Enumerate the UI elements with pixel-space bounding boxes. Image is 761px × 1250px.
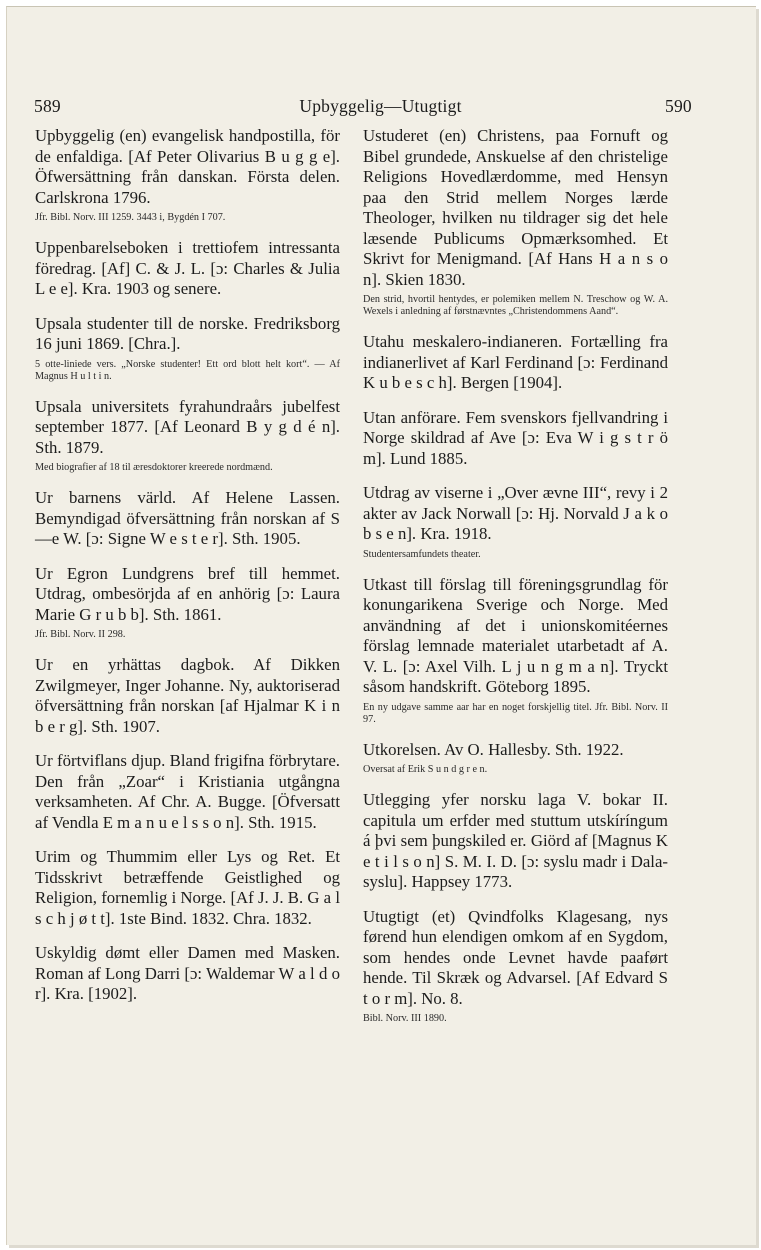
running-title: Upbyggelig—Utugtigt [299,96,462,116]
entry-text: Upsala studenter till de norske. Fredriksborg 16 juni 1869. [Chra.]. [35,313,340,353]
entry-urim-og-thummim [35,847,340,929]
entry-utkast-till-forslag [363,575,668,726]
entry-upbyggelig [35,126,340,224]
entry-text: Ustuderet (en) Christens, paa Fornuft og Bibel grundede, Anskuelse af den christelige Religions Hovedlærdomme, med Hensyn paa den Strid mellem Norges lærde Theologer, hvilken nu tildrager sig det hele læsende Publicums Opmærksomhed. Et Skrivt for Menigmand. [Af Hans H a n s o n]. Skien 1830. [363,126,668,289]
page-number-left: 589 [34,96,61,116]
entry-text: Upsala universitets fyrahundraårs jubelfest september 1877. [Af Leonard B y g d é n]. Sth. 1879. [35,396,340,457]
entry-text: Utlegging yfer norsku laga V. bokar II. capitula um erfder med stuttum utskíríngum á þvi sem þungskiled er. Giörd af [Magnus K e t i l s o n] S. M. I. D. [ɔ: syslu madr i Dala-syslu]. Happsey 1773. [363,790,668,891]
entry-note: En ny udgave samme aar har en noget forskjellig titel. Jfr. Bibl. Norv. II 97. [363,701,668,725]
entry-text: Utahu meskalero-indianeren. Fortælling fra indianerlivet af Karl Ferdinand [ɔ: Ferdinand K u b e s c h]. Bergen [1904]. [363,332,668,392]
entry-ur-barnens-varld [35,488,340,550]
entry-uskyldig-domt [35,943,340,1005]
entry-text: Utkast till förslag till föreningsgrundlag för konungarikena Sverige och Norge. Med användning af det i unionskomitéernes förslag lemnade materialet utarbetadt af A. V. L. [ɔ: Axel Vilh. L j u n g m a n]. Tryckt såsom handskrift. Göteborg 1895. [363,574,668,696]
entry-ur-en-yrhattas-dagbok [35,655,340,737]
entry-utlegging [363,790,668,893]
entry-text: Urim og Thummim eller Lys og Ret. Et Tidsskrivt betræffende Geistlighed og Religion, fornemlig i Norge. [Af J. J. B. G a l s c h j ø t t]. 1ste Bind. 1832. Chra. 1832. [35,847,340,928]
page-number-right: 590 [665,96,692,116]
entry-note: Jfr. Bibl. Norv. III 1259. 3443 i, Bygdén I 707. [35,212,226,223]
entry-text: Ur förtviflans djup. Bland frigifna förbrytare. Den från „Zoar“ i Kristiania utgångna verksamheten. Af Chr. A. Bugge. [Öfversatt af Vendla E m a n u e l s s o n]. Sth. 1915. [35,751,340,832]
entry-text: Uppenbarelseboken i trettiofem intressanta föredrag. [Af] C. & J. L. [ɔ: Charles & Julia L e e]. Kra. 1903 og senere. [35,238,340,298]
entry-text: Utan anförare. Fem svenskors fjellvandring i Norge skildrad af Ave [ɔ: Eva W i g s t r ö m]. Lund 1885. [363,407,668,468]
entry-utdrag-av-viserne [363,483,668,561]
entry-note: Med biografier af 18 til æresdoktorer kreerede nordmænd. [35,462,273,473]
entry-note: 5 otte-liniede vers. „Norske studenter! Ett ord blott helt kort“. — Af Magnus H u l t i n. [35,358,340,382]
right-column [363,126,668,1039]
entry-note: Jfr. Bibl. Norv. II 298. [35,629,126,640]
entry-text: Ur barnens värld. Af Helene Lassen. Bemyndigad öfversättning från norskan af S—e W. [ɔ: Signe W e s t e r]. Sth. 1905. [35,488,340,548]
entry-note: Oversat af Erik S u n d g r e n. [363,764,488,775]
entry-utugtigt [363,907,668,1026]
entry-note: Den strid, hvortil hentydes, er polemiken mellem N. Treschow og W. A. Wexels i anledning af førstnævntes „Christendommens Aand“. [363,294,668,317]
entry-text: Utugtigt (et) Qvindfolks Klagesang, nys førend hun elendigen omkom af en Sygdom, som hendes onde Levnet havde paaført hende. Til Skræk og Advarsel. [Af Edvard S t o r m]. No. 8. [363,906,668,1008]
entry-text: Ur en yrhättas dagbok. Af Dikken Zwilgmeyer, Inger Johanne. Ny, auktoriserad öfversättning från norskan [af Hjalmar K i n b e r g]. Sth. 1907. [35,655,340,736]
entry-text: Utdrag av viserne i „Over ævne III“, revy i 2 akter av Jack Norwall [ɔ: Hj. Norvald J a k o b s e n]. Kra. 1918. [363,483,668,543]
entry-text: Upbyggelig (en) evangelisk handpostilla, för de enfaldiga. [Af Peter Olivarius B u g g e]. Öfwersättning från danskan. Första delen. Carlskrona 1796. [35,126,340,207]
left-column [35,126,340,1019]
entry-ustuderet [363,126,668,318]
entry-ur-fortviflans-djup [35,751,340,833]
entry-uppenbarelseboken [35,238,340,300]
entry-utahu [363,332,668,394]
entry-upsala-studenter [35,314,340,383]
entry-text: Utkorelsen. Av O. Hallesby. Sth. 1922. [363,739,624,759]
entry-text: Ur Egron Lundgrens bref till hemmet. Utdrag, ombesörjda af en anhörig [ɔ: Laura Marie G r u b b]. Sth. 1861. [35,563,340,624]
entry-note: Bibl. Norv. III 1890. [363,1013,447,1024]
entry-utkorelsen [363,740,668,777]
entry-upsala-universitets [35,397,340,475]
entry-utan-anforare [363,408,668,470]
entry-text: Uskyldig dømt eller Damen med Masken. Roman af Long Darri [ɔ: Waldemar W a l d o r]. Kra. [1902]. [35,943,340,1003]
entry-note: Studentersamfundets theater. [363,548,481,560]
entry-ur-egron-lundgrens [35,564,340,642]
